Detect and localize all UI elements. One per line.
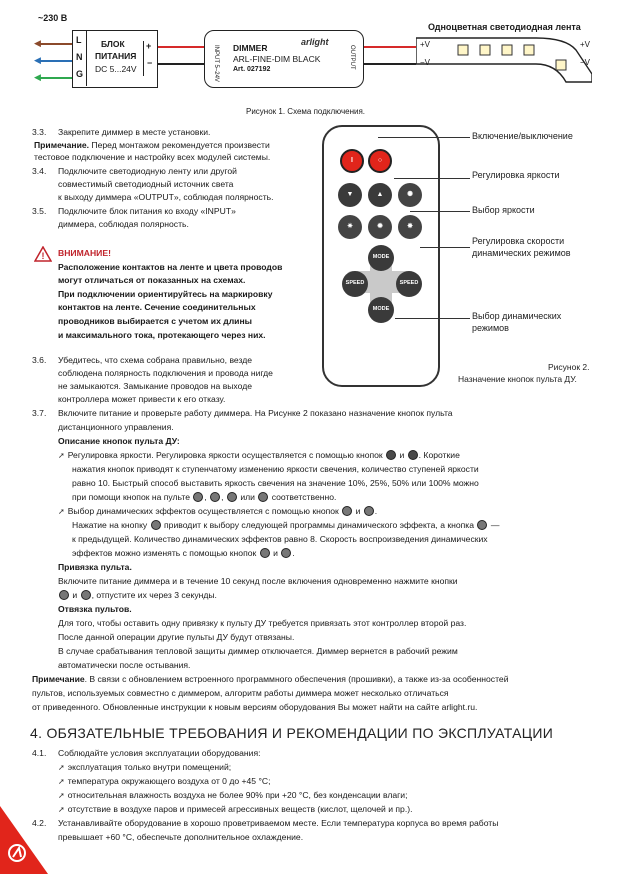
b2a2-text: и bbox=[355, 506, 361, 516]
figure2-caption-1: Рисунок 2. bbox=[548, 362, 590, 372]
mode-up-icon-2 bbox=[151, 520, 161, 530]
b10-icon bbox=[193, 492, 203, 502]
pb-plus: + bbox=[146, 41, 152, 51]
strip-plus-right: +V bbox=[580, 40, 591, 49]
num-3-7: 3.7. bbox=[32, 408, 47, 418]
b2b3-text: — bbox=[490, 520, 500, 530]
wire-plus-2 bbox=[364, 46, 416, 48]
bullet-1-line2: нажатия кнопок приводят к ступенчатому изменению яркости свечения, количество ступеней яркости bbox=[72, 464, 479, 474]
warning-line-4: контактов на ленте. Сечение соединительных bbox=[58, 302, 256, 312]
text-3-7b: дистанционного управления. bbox=[58, 422, 174, 432]
speed-right-label: SPEED bbox=[399, 280, 419, 287]
dimmer-art: Art. 027192 bbox=[233, 66, 271, 73]
text-3-4a: Подключите светодиодную ленту или другой bbox=[58, 166, 237, 176]
bullet-1-line3: равно 10. Быстрый способ выставить яркость свечения на значение 10%, 25%, 50% или 100% можно bbox=[72, 478, 479, 488]
wire-minus-2 bbox=[364, 63, 416, 65]
mode-up-label: MODE bbox=[372, 254, 390, 261]
arrow-L-icon: ◀ bbox=[34, 38, 41, 48]
dimmer-block bbox=[204, 30, 364, 88]
fnote-label: Примечание bbox=[32, 674, 85, 684]
arrow-N-icon: ◀ bbox=[34, 55, 41, 65]
bullet-2-line3: к предыдущей. Количество динамических эффектов равно 8. Скорость воспроизведения динамических bbox=[72, 534, 488, 544]
note-1-line2: тестовое подключение и настройку всех модулей системы. bbox=[34, 152, 271, 162]
callout-line-2 bbox=[394, 178, 470, 179]
bullet-1-line4: при помощи кнопок на пульте , , или соответственно. bbox=[72, 492, 337, 502]
warning-title: ВНИМАНИЕ! bbox=[58, 248, 111, 258]
led-strip-icon bbox=[416, 34, 592, 84]
wire-plus-1 bbox=[158, 46, 206, 48]
speed-left-button[interactable] bbox=[342, 271, 368, 297]
text-3-5b: диммера, соблюдая полярность. bbox=[58, 219, 189, 229]
pb-minus: − bbox=[147, 58, 153, 68]
bullet-4-2 bbox=[58, 776, 271, 788]
bullet-arrow-icon-2: ➚ bbox=[58, 507, 65, 516]
mode-down-icon-2 bbox=[477, 520, 487, 530]
mode-down-button[interactable] bbox=[368, 297, 394, 323]
bullet-arrow-icon-6: ➚ bbox=[58, 805, 65, 814]
brightness-100-button[interactable]: ✺ bbox=[398, 183, 422, 207]
figure1-caption: Рисунок 1. Схема подключения. bbox=[246, 107, 366, 116]
mains-voltage-label: ~230 В bbox=[38, 13, 68, 23]
arrow-G-icon: ◀ bbox=[34, 72, 41, 82]
bullet-2-line2 bbox=[72, 520, 499, 531]
bullet-arrow-icon: ➚ bbox=[58, 451, 65, 460]
text-4-2b: превышает +60 °C, обеспечьте дополнительное охлаждение. bbox=[58, 832, 304, 842]
warning-line-5: проводников выбирается с учетом их длины bbox=[58, 316, 252, 326]
b1a-text: Регулировка яркости. Регулировка яркости осуществляется с помощью кнопок bbox=[67, 450, 383, 460]
b100-icon bbox=[258, 492, 268, 502]
wire-L bbox=[38, 43, 72, 45]
dimmer-model: ARL-FINE-DIM BLACK bbox=[233, 54, 321, 64]
terminal-L: L bbox=[76, 35, 82, 45]
bullet-arrow-icon-4: ➚ bbox=[58, 777, 65, 786]
power-off-button[interactable]: ○ bbox=[368, 149, 392, 173]
bullet-1-line1 bbox=[58, 450, 460, 462]
text-3-6c: не замыкаются. Замыкание проводов на выходе bbox=[58, 381, 253, 391]
mode-down-label: MODE bbox=[372, 306, 390, 313]
strip-plus: +V bbox=[420, 40, 431, 49]
num-4-2: 4.2. bbox=[32, 818, 47, 828]
b2b2-text: приводит к выбору следующей программы динамического эффекта, а кнопка bbox=[164, 520, 475, 530]
brightness-down-button[interactable]: ▼ bbox=[338, 183, 362, 207]
speed-left-label: SPEED bbox=[345, 280, 365, 287]
brightness-10-button[interactable]: ✷ bbox=[338, 215, 362, 239]
text-3-3: Закрепите диммер в месте установки. bbox=[58, 127, 211, 137]
b41-4: отсутствие в воздухе паров и примесей агрессивных веществ (кислот, щелочей и пр.). bbox=[67, 804, 413, 814]
bind-title: Привязка пульта. bbox=[58, 562, 132, 572]
b1a3-text: . Короткие bbox=[418, 450, 460, 460]
svg-text:!: ! bbox=[41, 251, 45, 261]
footnote-line-3: от приведенного. Обновленные инструкции к новым версиям оборудования Вы может найти на сайте arlight.ru. bbox=[32, 702, 478, 712]
desc-title: Описание кнопок пульта ДУ: bbox=[58, 436, 180, 446]
bind-icon-2 bbox=[81, 590, 91, 600]
unbind-title: Отвязка пультов. bbox=[58, 604, 132, 614]
bullet-4-1 bbox=[58, 762, 231, 774]
b41-3: относительная влажность воздуха не более 90% при +20 °C, без конденсации влаги; bbox=[67, 790, 408, 800]
mode-down-icon bbox=[364, 506, 374, 516]
strip-minus: −V bbox=[420, 58, 431, 67]
text-3-4b: совместимый светодиодный источник света bbox=[58, 179, 234, 189]
down-btn-icon bbox=[386, 450, 396, 460]
footnote-line-1 bbox=[32, 674, 509, 685]
warning-line-2: могут отличаться от показанных на схемах. bbox=[58, 275, 246, 285]
callout-mode-1: Выбор динамических bbox=[472, 311, 562, 321]
b2d2-text: и bbox=[273, 548, 278, 558]
arlight-logo: arlight bbox=[301, 37, 329, 47]
text-3-6b: соблюдена полярность подключения и провода нигде bbox=[58, 368, 273, 378]
mode-up-icon bbox=[342, 506, 352, 516]
callout-mode-2: режимов bbox=[472, 323, 509, 333]
b1a2-text: и bbox=[399, 450, 405, 460]
text-3-4c: к выходу диммера «OUTPUT», соблюдая полярность. bbox=[58, 192, 274, 202]
b41-2: температура окружающего воздуха от 0 до +45 °C; bbox=[67, 776, 271, 786]
dimmer-output-label: OUTPUT bbox=[349, 45, 355, 70]
terminal-G: G bbox=[76, 69, 84, 79]
speed-right-button[interactable] bbox=[396, 271, 422, 297]
num-3-6: 3.6. bbox=[32, 355, 47, 365]
bullet-4-3 bbox=[58, 790, 407, 802]
power-block-line3: DC 5...24V bbox=[95, 64, 137, 74]
callout-line-5 bbox=[395, 318, 470, 319]
callout-power: Включение/выключение bbox=[472, 131, 573, 141]
callout-line-3 bbox=[410, 211, 470, 212]
wire-minus-1 bbox=[158, 63, 206, 65]
bullet-2-line1: ➚ Выбор динамических эффектов осуществляется с помощью кнопок и . bbox=[58, 506, 378, 516]
bind-icon-1 bbox=[59, 590, 69, 600]
num-3-5: 3.5. bbox=[32, 206, 47, 216]
fnote1-text: . В связи с обновлением встроенного программного обеспечения (прошивки), а также из-за особенностей bbox=[84, 674, 509, 684]
mode-up-button[interactable] bbox=[368, 245, 394, 271]
power-supply-block bbox=[72, 30, 158, 88]
footnote-line-2: пультов, используемых совместно с диммером, алгоритм работы диммера может несколько отличаться bbox=[32, 688, 449, 698]
bullet-4-4 bbox=[58, 804, 412, 816]
b2a-text: Выбор динамических эффектов осуществляется с помощью кнопок bbox=[67, 506, 339, 516]
figure2-caption-2: Назначение кнопок пульта ДУ. bbox=[458, 374, 577, 384]
speed-left-icon bbox=[260, 548, 270, 558]
callout-speed-1: Регулировка скорости bbox=[472, 236, 565, 246]
num-3-4: 3.4. bbox=[32, 166, 47, 176]
arlight-corner-logo-icon bbox=[6, 842, 28, 864]
callout-speed-2: динамических режимов bbox=[472, 248, 571, 258]
strip-title: Одноцветная светодиодная лента bbox=[428, 22, 581, 32]
note-label: Примечание. bbox=[34, 140, 90, 150]
callout-line-1 bbox=[378, 137, 470, 138]
callout-brightness: Регулировка яркости bbox=[472, 170, 560, 180]
b25-icon bbox=[210, 492, 220, 502]
strip-minus-right: −V bbox=[580, 58, 591, 67]
power-on-button[interactable]: I bbox=[340, 149, 364, 173]
note-1 bbox=[34, 140, 270, 151]
text-4-2a: Устанавливайте оборудование в хорошо проветриваемом месте. Если температура корпуса во время работы bbox=[58, 818, 499, 828]
b41-1: эксплуатация только внутри помещений; bbox=[67, 762, 232, 772]
note-text: Перед монтажом рекомендуется произвести bbox=[89, 140, 270, 150]
text-4-1: Соблюдайте условия эксплуатации оборудования: bbox=[58, 748, 261, 758]
section-4-title: 4. ОБЯЗАТЕЛЬНЫЕ ТРЕБОВАНИЯ И РЕКОМЕНДАЦИИ ПО ЭКСПЛУАТАЦИИ bbox=[30, 725, 554, 741]
bind2b-text: , отпустите их через 3 секунды. bbox=[91, 590, 217, 600]
callout-line-4 bbox=[420, 247, 470, 248]
text-3-7a: Включите питание и проверьте работу диммера. На Рисунке 2 показано назначение кнопок пульта bbox=[58, 408, 453, 418]
speed-right-icon bbox=[281, 548, 291, 558]
warning-line-6: и максимального тока, протекающего через них. bbox=[58, 330, 266, 340]
bullet-arrow-icon-3: ➚ bbox=[58, 763, 65, 772]
unbind-line-1: Для того, чтобы оставить одну привязку к пульту ДУ требуется привязать этот контроллер второй раз. bbox=[58, 618, 467, 628]
dimmer-name: DIMMER bbox=[233, 43, 268, 53]
num-3-3: 3.3. bbox=[32, 127, 47, 137]
bullet-arrow-icon-5: ➚ bbox=[58, 791, 65, 800]
warning-icon bbox=[34, 246, 52, 262]
warning-line-1: Расположение контактов на ленте и цвета проводов bbox=[58, 262, 283, 272]
thermal-line-2: автоматически после остывания. bbox=[58, 660, 191, 670]
text-3-6a: Убедитесь, что схема собрана правильно, везде bbox=[58, 355, 253, 365]
b2b-text: Нажатие на кнопку bbox=[72, 520, 148, 530]
bind-line-1: Включите питание диммера и в течение 10 секунд после включения одновременно нажмите кнопки bbox=[58, 576, 458, 586]
warning-line-3: При подключении ориентируйтесь на маркировку bbox=[58, 289, 273, 299]
dimmer-input-label: INPUT 5–24V bbox=[213, 45, 219, 82]
brightness-25-button[interactable]: ✹ bbox=[368, 215, 392, 239]
text-3-6d: контроллера может привести к его отказу. bbox=[58, 394, 226, 404]
power-block-line2: ПИТАНИЯ bbox=[95, 51, 137, 61]
num-4-1: 4.1. bbox=[32, 748, 47, 758]
bind2a-text: и bbox=[72, 590, 78, 600]
bullet-2-line4: эффектов можно изменять с помощью кнопок и . bbox=[72, 548, 295, 558]
b1d-text: при помощи кнопок на пульте bbox=[72, 492, 190, 502]
bind-line-2 bbox=[58, 590, 217, 601]
brightness-up-button[interactable]: ▲ bbox=[368, 183, 392, 207]
unbind-line-2: После данной операции другие пульты ДУ будут отвязаны. bbox=[58, 632, 295, 642]
thermal-line-1: В случае срабатывания тепловой защиты диммер отключается. Диммер вернется в рабочий режим bbox=[58, 646, 458, 656]
remote-control bbox=[322, 125, 440, 387]
text-3-5a: Подключите блок питания ко входу «INPUT» bbox=[58, 206, 236, 216]
up-btn-icon bbox=[408, 450, 418, 460]
terminal-N: N bbox=[76, 52, 83, 62]
b1d2-text: или bbox=[240, 492, 255, 502]
b50-icon bbox=[227, 492, 237, 502]
b2d-text: эффектов можно изменять с помощью кнопок bbox=[72, 548, 257, 558]
wire-N bbox=[38, 60, 72, 62]
power-block-line1: БЛОК bbox=[101, 39, 125, 49]
brightness-50-button[interactable]: ✸ bbox=[398, 215, 422, 239]
b1d3-text: соответственно. bbox=[271, 492, 337, 502]
callout-brightness-select: Выбор яркости bbox=[472, 205, 535, 215]
wire-G bbox=[38, 77, 72, 79]
